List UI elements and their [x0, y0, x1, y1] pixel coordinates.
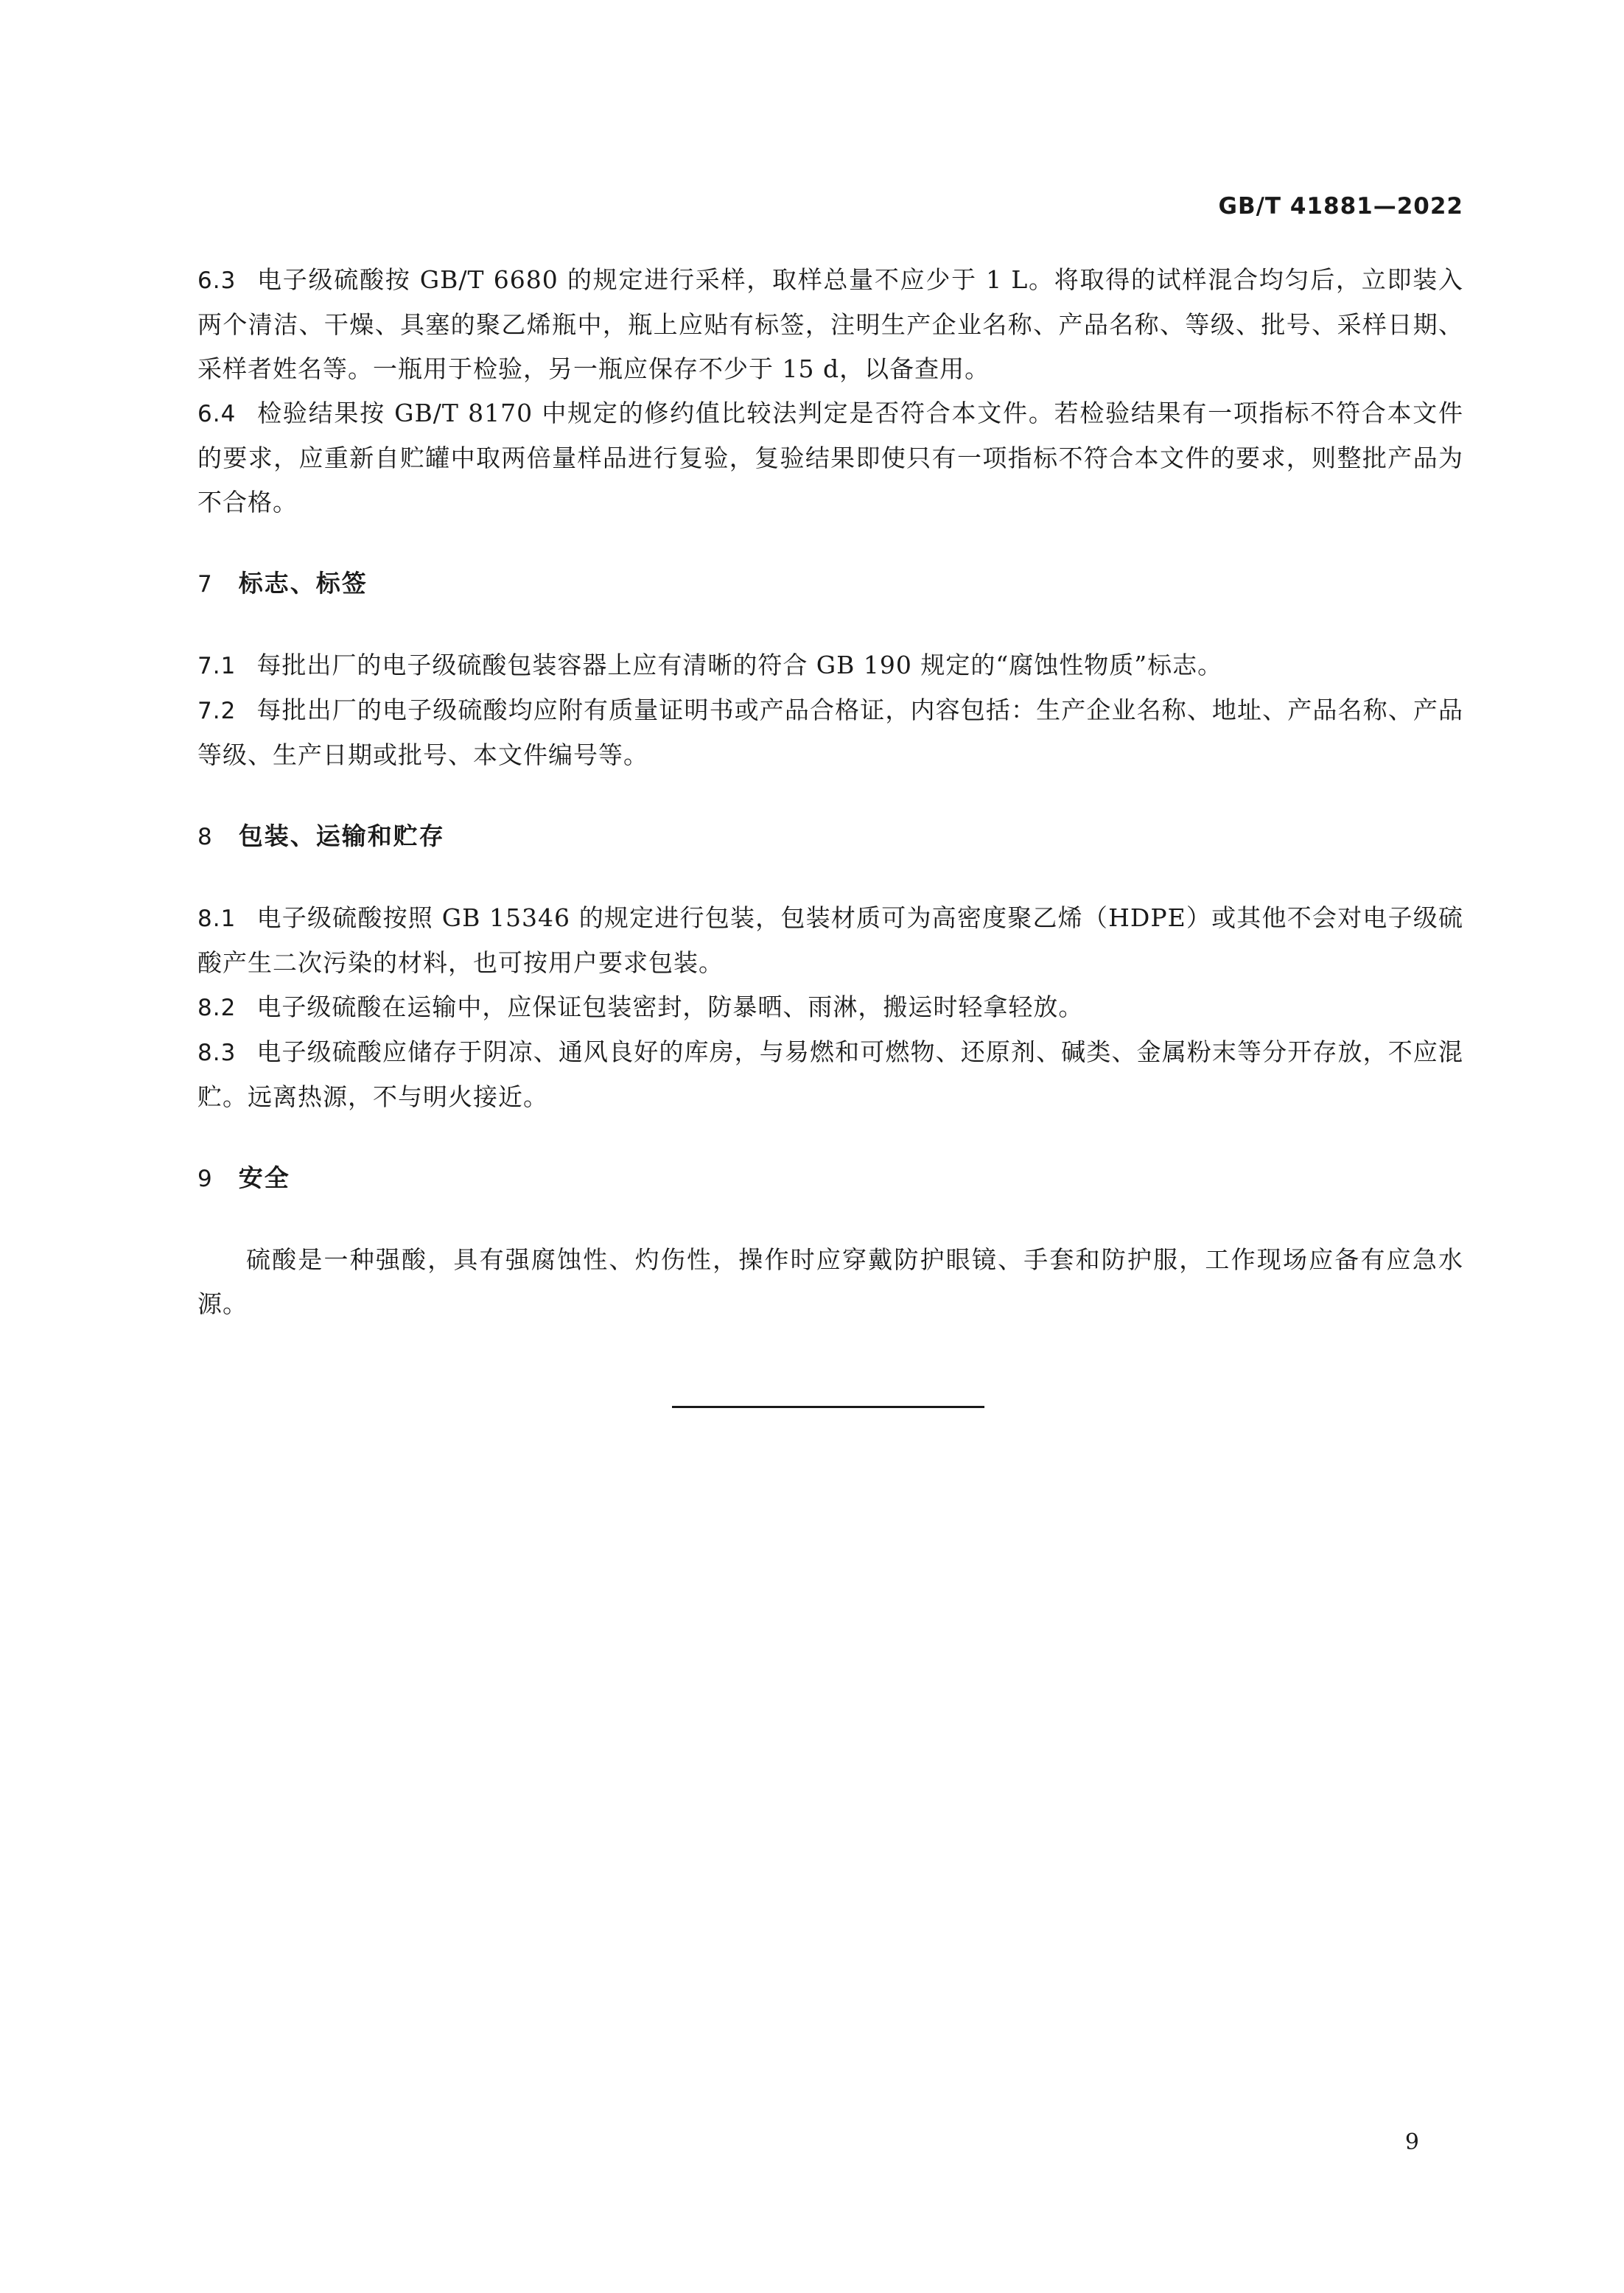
clause-number: 8.2	[197, 995, 237, 1021]
clause-7-2	[197, 688, 1463, 777]
spacer	[197, 1119, 1463, 1156]
safety-paragraph: 硫酸是一种强酸，具有强腐蚀性、灼伤性，操作时应穿戴防护眼镜、手套和防护服，工作现场应备有应急水源。	[197, 1245, 1463, 1318]
clause-text: 每批出厂的电子级硫酸均应附有质量证明书或产品合格证，内容包括：生产企业名称、地址、产品名称、产品等级、生产日期或批号、本文件编号等。	[197, 696, 1463, 769]
page-number: 9	[1404, 2129, 1419, 2155]
section-number: 8	[197, 824, 214, 850]
section-title: 标志、标签	[238, 569, 368, 598]
clause-text: 检验结果按 GB/T 8170 中规定的修约值比较法判定是否符合本文件。若检验结果有一项指标不符合本文件的要求，应重新自贮罐中取两倍量样品进行复验，复验结果即使只有一项指标不符合本文件的要求，则整批产品为不合格。	[197, 399, 1463, 517]
section-number: 9	[197, 1166, 214, 1192]
section-heading-8	[197, 814, 1463, 859]
section-heading-7	[197, 561, 1463, 606]
clause-number: 8.3	[197, 1040, 237, 1066]
clause-6-3	[197, 258, 1463, 391]
clause-number: 6.3	[197, 267, 237, 294]
page-content	[197, 258, 1463, 1326]
standard-code: GB/T 41881—2022	[1218, 193, 1463, 220]
clause-number: 7.1	[197, 653, 237, 679]
clause-8-2	[197, 985, 1463, 1030]
clause-8-1	[197, 896, 1463, 985]
clause-7-1	[197, 643, 1463, 688]
clause-text: 每批出厂的电子级硫酸包装容器上应有清晰的符合 GB 190 规定的“腐蚀性物质”标志。	[256, 651, 1223, 679]
clause-6-4	[197, 391, 1463, 525]
spacer	[197, 1201, 1463, 1238]
section-title: 安全	[238, 1163, 290, 1192]
spacer	[197, 525, 1463, 561]
spacer	[197, 859, 1463, 896]
end-of-document-rule	[672, 1406, 984, 1408]
clause-number: 8.1	[197, 906, 237, 932]
clause-8-3	[197, 1030, 1463, 1119]
section-heading-9	[197, 1156, 1463, 1201]
clause-text: 电子级硫酸应储存于阴凉、通风良好的库房，与易燃和可燃物、还原剂、碱类、金属粉末等分开存放，不应混贮。远离热源，不与明火接近。	[197, 1037, 1463, 1111]
clause-number: 7.2	[197, 698, 237, 724]
clause-text: 电子级硫酸在运输中，应保证包装密封，防暴晒、雨淋，搬运时轻拿轻放。	[256, 993, 1084, 1021]
clause-text: 电子级硫酸按照 GB 15346 的规定进行包装，包装材质可为高密度聚乙烯（HDPE）或其他不会对电子级硫酸产生二次污染的材料，也可按用户要求包装。	[197, 903, 1463, 977]
clause-number: 6.4	[197, 401, 237, 427]
clause-text: 电子级硫酸按 GB/T 6680 的规定进行采样，取样总量不应少于 1 L。将取得的试样混合均匀后，立即装入两个清洁、干燥、具塞的聚乙烯瓶中，瓶上应贴有标签，注明生产企业名称、产品名称、等级、批号、采样日期、采样者姓名等。一瓶用于检验，另一瓶应保存不少于 15 d，以备查用。	[197, 265, 1463, 383]
spacer	[197, 606, 1463, 643]
section-number: 7	[197, 571, 214, 598]
section-title: 包装、运输和贮存	[238, 822, 445, 850]
spacer	[197, 777, 1463, 814]
